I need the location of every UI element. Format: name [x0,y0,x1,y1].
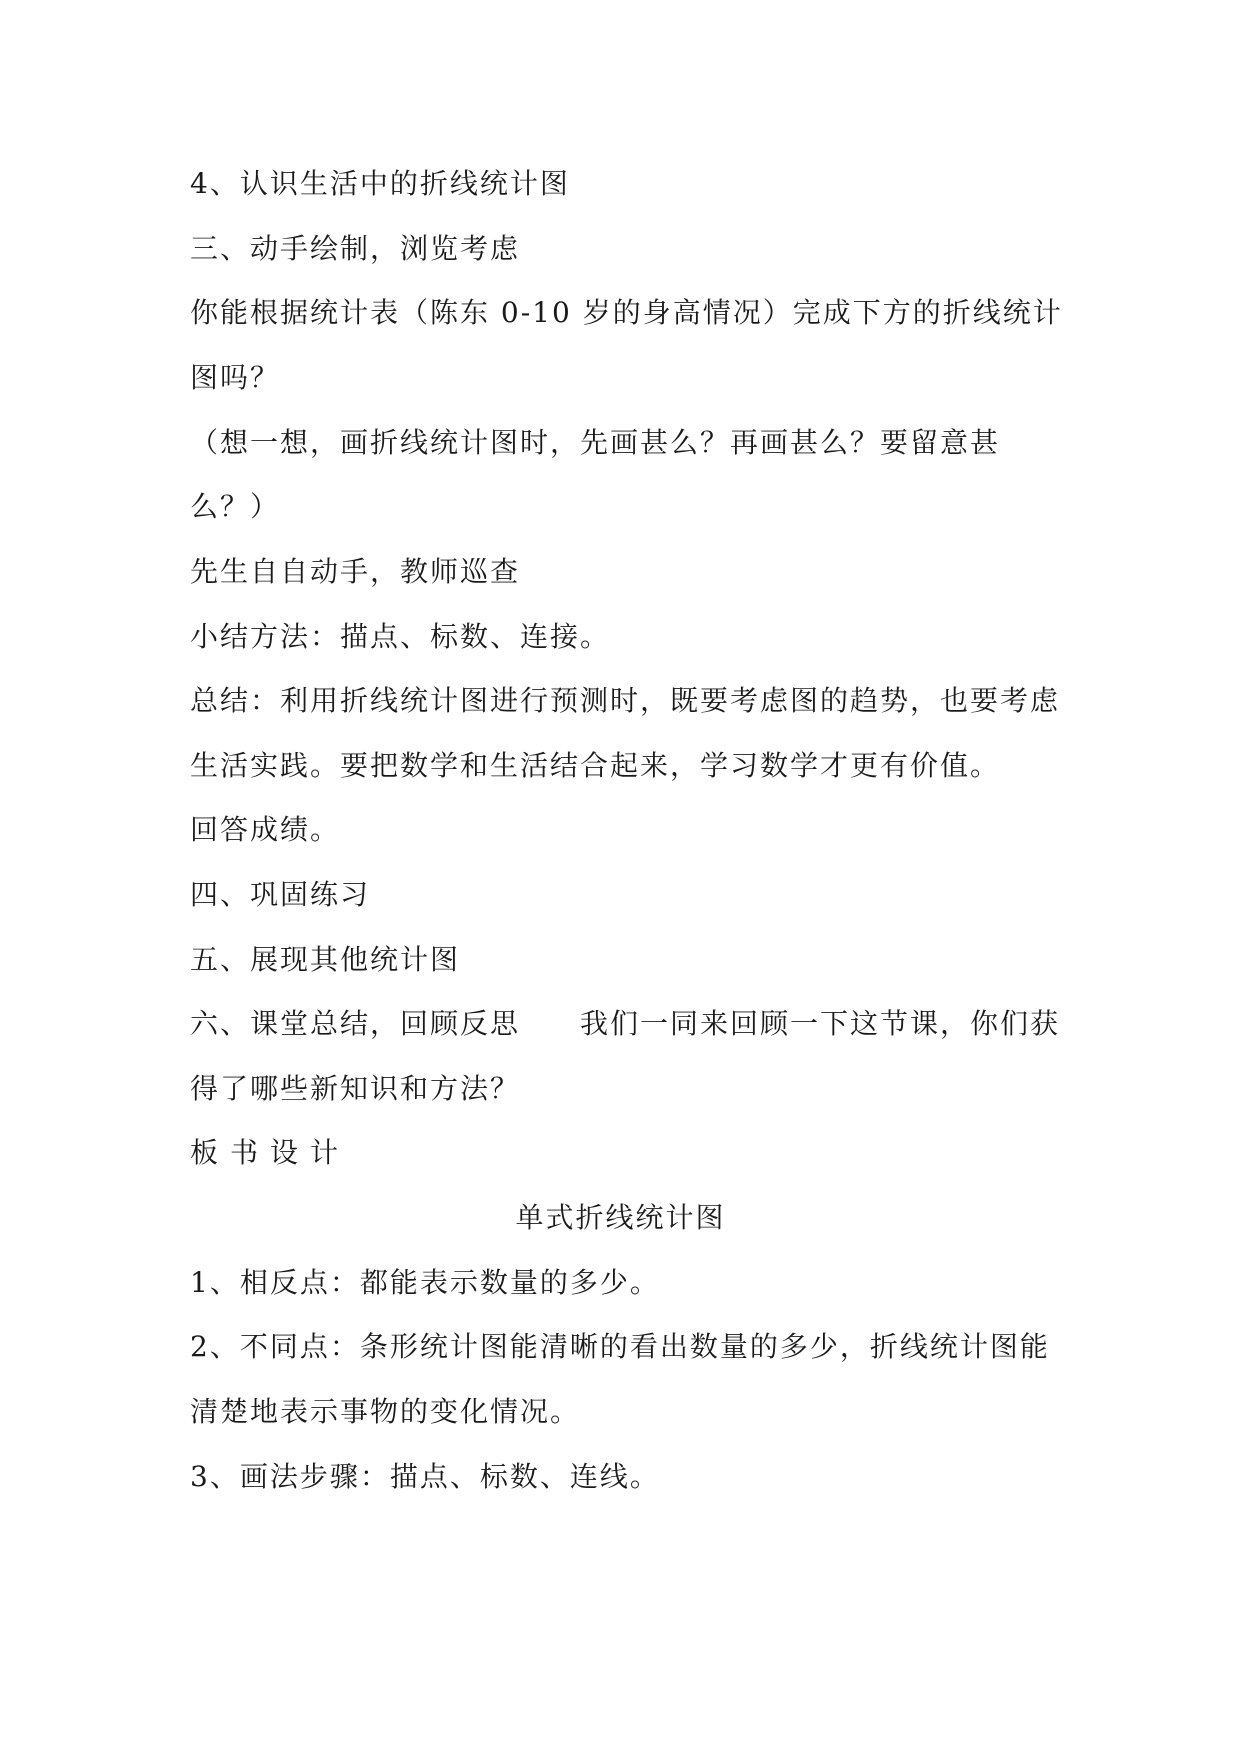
text-line: 回答成绩。 [190,813,341,846]
text-line: 清楚地表示事物的变化情况。 [190,1395,581,1428]
board-design-heading: 板书设计 [190,1136,351,1169]
text-line: 得了哪些新知识和方法？ [190,1072,521,1105]
section-heading: 四、巩固练习 [190,878,371,911]
text-line: 4、认识生活中的折线统计图 [190,167,570,200]
text-line: 3、画法步骤：描点、标数、连线。 [190,1460,660,1493]
text-line: 么？） [190,490,281,523]
section-heading: 六、课堂总结，回顾反思 我们一同来回顾一下这节课，你们获 [190,1007,1061,1040]
text-line: 图吗？ [190,361,281,394]
text-line: 2、不同点：条形统计图能清晰的看出数量的多少，折线统计图能 [190,1330,1050,1363]
text-line: （想一想，画折线统计图时，先画甚么？再画甚么？要留意甚 [190,426,1001,459]
section-heading: 五、展现其他统计图 [190,943,461,976]
board-title: 单式折线统计图 [515,1201,726,1234]
section-heading: 三、动手绘制，浏览考虑 [190,232,521,265]
text-line: 生活实践。要把数学和生活结合起来，学习数学才更有价值。 [190,749,1001,782]
text-line: 先生自自动手，教师巡查 [190,555,521,588]
text-line: 1、相反点：都能表示数量的多少。 [190,1266,660,1299]
text-line: 总结：利用折线统计图进行预测时，既要考虑图的趋势，也要考虑 [190,684,1061,717]
text-line: 小结方法：描点、标数、连接。 [190,620,611,653]
text-line: 你能根据统计表（陈东 0-10 岁的身高情况）完成下方的折线统计 [190,296,1063,329]
